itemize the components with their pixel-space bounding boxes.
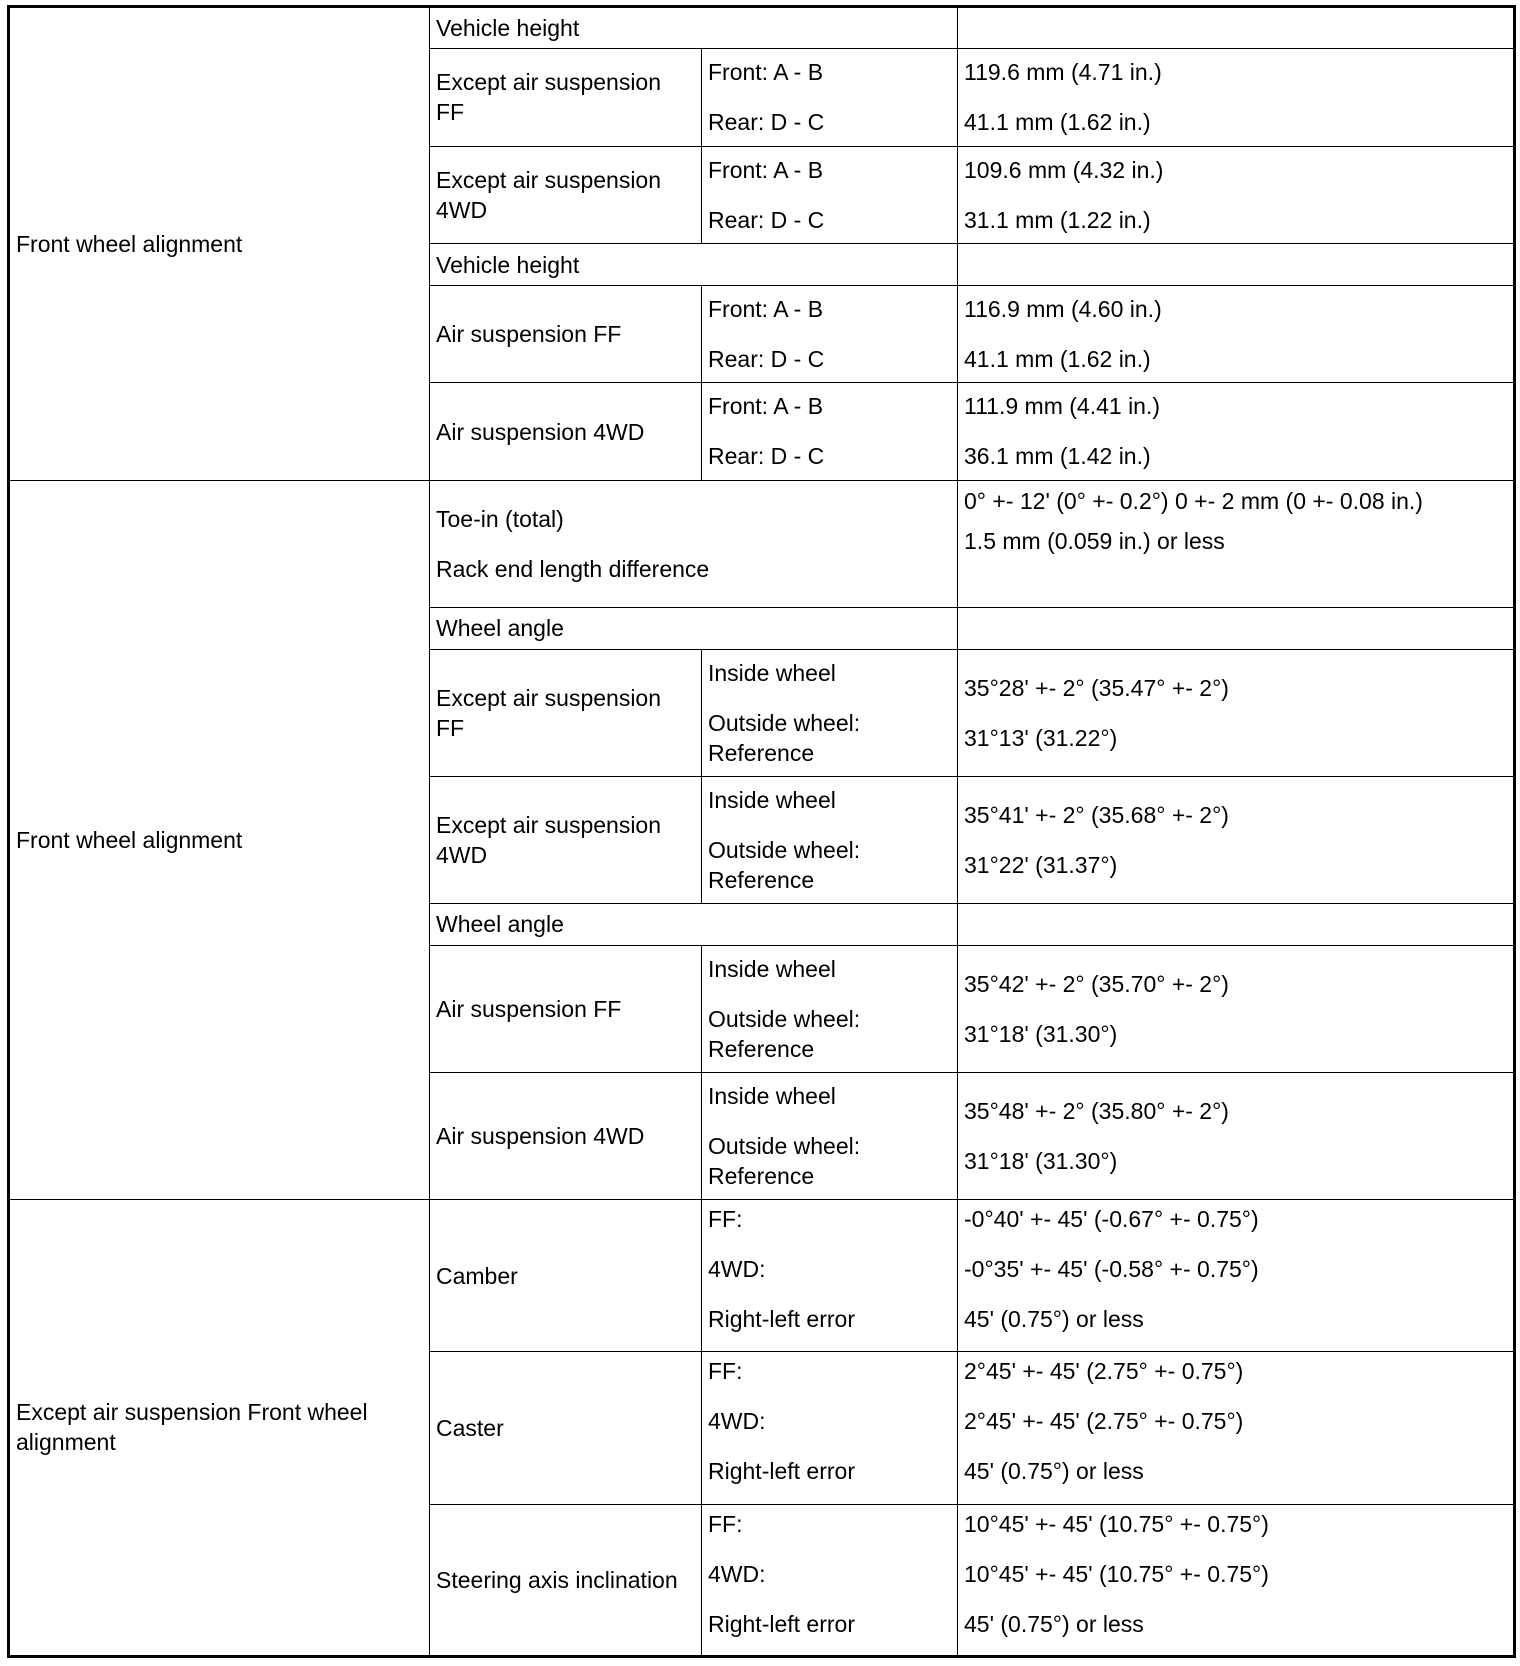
specification-table [7,5,1516,1658]
front-label: Front: A - B [708,59,824,86]
right-left-error-value: 45' (0.75°) or less [964,1305,1144,1332]
empty-cell [958,607,1515,649]
4wd-value: -0°35' +- 45' (-0.58° +- 0.75°) [964,1255,1259,1282]
empty-cell [958,7,1515,49]
ff-label: FF: [708,1205,743,1232]
ff-value: -0°40' +- 45' (-0.67° +- 0.75°) [964,1205,1259,1232]
angle-labels [702,946,958,1073]
table-row [9,480,1515,607]
section-label-angles: Except air suspension Front wheel alignment [9,1199,430,1656]
angle-values [958,776,1515,903]
group-header: Wheel angle [430,607,958,649]
drive-labels [702,1352,958,1504]
angle-labels [702,650,958,777]
outside-wheel-value: 31°18' (31.30°) [964,1021,1118,1048]
section-label-wheel-angle: Front wheel alignment [9,480,430,1199]
outside-wheel-value: 31°22' (31.37°) [964,851,1118,878]
toe-values [958,480,1515,607]
angle-labels [702,1073,958,1200]
front-value: 119.6 mm (4.71 in.) [964,59,1162,86]
rear-value: 31.1 mm (1.22 in.) [964,206,1151,233]
measure-values [958,383,1515,480]
inside-wheel-value: 35°42' +- 2° (35.70° +- 2°) [964,971,1229,998]
empty-cell [958,243,1515,285]
sub-label: Air suspension 4WD [430,1073,702,1200]
outside-wheel-label: Outside wheel: Reference [708,710,861,766]
front-value: 116.9 mm (4.60 in.) [964,296,1162,323]
section-label-vehicle-height: Front wheel alignment [9,7,430,481]
outside-wheel-label: Outside wheel: Reference [708,1006,861,1063]
table-row [9,7,1515,49]
sub-label: Except air suspension 4WD [430,146,702,243]
right-left-error-value: 45' (0.75°) or less [964,1610,1144,1637]
sub-label-caster: Caster [430,1352,702,1504]
rear-value: 36.1 mm (1.42 in.) [964,443,1151,470]
sub-label: Except air suspension FF [430,650,702,777]
inside-wheel-value: 35°41' +- 2° (35.68° +- 2°) [964,801,1229,828]
4wd-label: 4WD: [708,1408,766,1435]
measure-values [958,146,1515,243]
toe-labels [430,480,958,607]
inside-wheel-label: Inside wheel [708,1083,836,1110]
angle-labels [702,776,958,903]
right-left-error-value: 45' (0.75°) or less [964,1458,1144,1485]
front-value: 111.9 mm (4.41 in.) [964,393,1161,420]
sub-label: Air suspension FF [430,286,702,383]
rear-label: Rear: D - C [708,109,825,136]
table-row [9,1199,1515,1351]
ff-value: 10°45' +- 45' (10.75° +- 0.75°) [964,1510,1269,1537]
outside-wheel-value: 31°13' (31.22°) [964,724,1118,751]
toe-label: Toe-in (total) [436,505,564,532]
measure-values [958,286,1515,383]
rear-value: 41.1 mm (1.62 in.) [964,346,1151,373]
rack-value: 1.5 mm (0.059 in.) or less [964,527,1225,554]
angle-values [958,650,1515,777]
sub-label-camber: Camber [430,1199,702,1351]
drive-values [958,1504,1515,1656]
group-header: Vehicle height [430,243,958,285]
sub-label: Except air suspension 4WD [430,776,702,903]
4wd-label: 4WD: [708,1560,766,1587]
empty-cell [958,903,1515,945]
sub-label: Except air suspension FF [430,49,702,146]
right-left-error-label: Right-left error [708,1458,855,1485]
drive-values [958,1199,1515,1351]
measure-labels [702,146,958,243]
front-value: 109.6 mm (4.32 in.) [964,156,1164,183]
outside-wheel-label: Outside wheel: Reference [708,836,861,893]
group-header: Wheel angle [430,903,958,945]
right-left-error-label: Right-left error [708,1305,855,1332]
angle-values [958,946,1515,1073]
inside-wheel-label: Inside wheel [708,786,836,813]
4wd-value: 2°45' +- 45' (2.75° +- 0.75°) [964,1408,1244,1435]
rack-label: Rack end length difference [436,555,710,582]
front-label: Front: A - B [708,393,824,420]
sub-label-steering-axis-inclination: Steering axis inclination [430,1504,702,1656]
inside-wheel-value: 35°28' +- 2° (35.47° +- 2°) [964,674,1229,701]
measure-labels [702,383,958,480]
inside-wheel-label: Inside wheel [708,660,836,686]
ff-label: FF: [708,1358,743,1385]
sub-label: Air suspension FF [430,946,702,1073]
rear-label: Rear: D - C [708,443,825,470]
ff-label: FF: [708,1510,743,1537]
sub-label: Air suspension 4WD [430,383,702,480]
drive-values [958,1352,1515,1504]
front-label: Front: A - B [708,296,824,323]
outside-wheel-label: Outside wheel: Reference [708,1133,861,1190]
outside-wheel-value: 31°18' (31.30°) [964,1148,1118,1175]
right-left-error-label: Right-left error [708,1610,855,1637]
inside-wheel-value: 35°48' +- 2° (35.80° +- 2°) [964,1098,1229,1125]
rear-label: Rear: D - C [708,206,825,233]
front-label: Front: A - B [708,156,824,183]
toe-value: 0° +- 12' (0° +- 0.2°) 0 +- 2 mm (0 +- 0.08 in.) [964,487,1423,514]
ff-value: 2°45' +- 45' (2.75° +- 0.75°) [964,1358,1244,1385]
inside-wheel-label: Inside wheel [708,956,836,983]
measure-labels [702,286,958,383]
rear-label: Rear: D - C [708,346,825,373]
drive-labels [702,1504,958,1656]
angle-values [958,1073,1515,1200]
measure-labels [702,49,958,146]
drive-labels [702,1199,958,1351]
measure-values [958,49,1515,146]
4wd-value: 10°45' +- 45' (10.75° +- 0.75°) [964,1560,1269,1587]
group-header: Vehicle height [430,7,958,49]
4wd-label: 4WD: [708,1255,766,1282]
rear-value: 41.1 mm (1.62 in.) [964,109,1151,136]
